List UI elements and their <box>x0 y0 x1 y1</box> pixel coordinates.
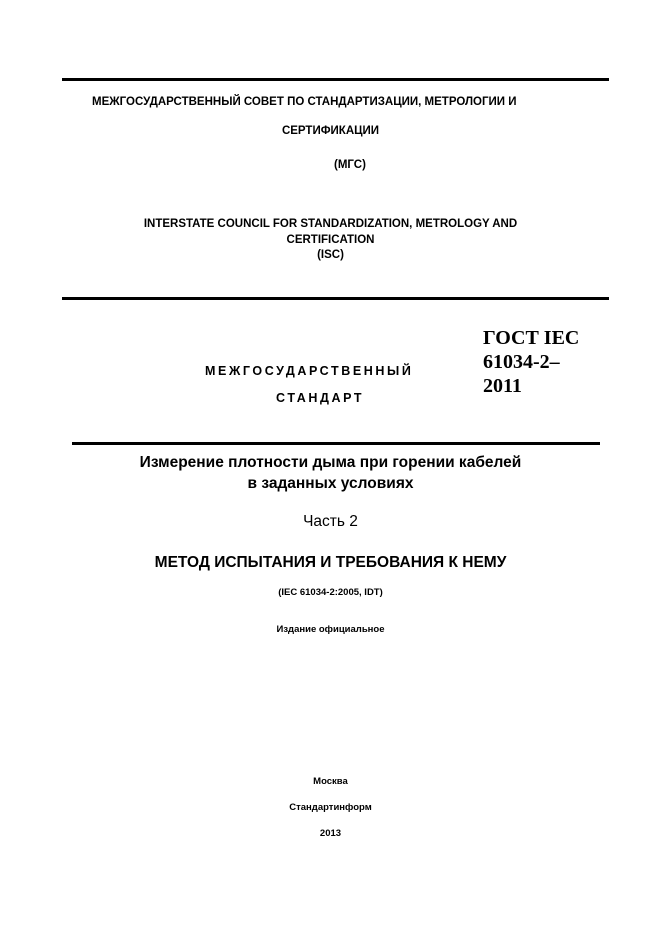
council-en-abbr: (ISC) <box>317 249 344 261</box>
imprint-city: Москва <box>313 776 348 787</box>
designation-line3: 2011 <box>483 375 522 397</box>
council-ru-line1: МЕЖГОСУДАРСТВЕННЫЙ СОВЕТ ПО СТАНДАРТИЗАЦИИ, МЕТРОЛОГИИ И <box>92 96 517 108</box>
council-en-line2: CERTIFICATION <box>286 234 375 246</box>
title-line1: Измерение плотности дыма при горении кабелей <box>139 454 522 471</box>
middle-rule <box>62 297 609 300</box>
top-rule <box>62 78 609 81</box>
designation-line1: ГОСТ IEC <box>483 327 580 349</box>
imprint-year: 2013 <box>319 828 342 839</box>
standard-type-line1: МЕЖГОСУДАРСТВЕННЫЙ <box>205 364 414 378</box>
council-ru-abbr: (МГС) <box>334 159 366 171</box>
council-ru-line2: СЕРТИФИКАЦИИ <box>281 125 380 137</box>
standard-designation <box>483 326 579 398</box>
imprint-publisher: Стандартинформ <box>289 802 372 813</box>
edition: Издание официальное <box>276 624 385 635</box>
title-rule <box>72 442 600 445</box>
subtitle: МЕТОД ИСПЫТАНИЯ И ТРЕБОВАНИЯ К НЕМУ <box>154 554 507 571</box>
reference: (IEC 61034-2:2005, IDT) <box>278 587 383 598</box>
standard-type-line2: СТАНДАРТ <box>276 391 365 405</box>
designation-line2: 61034-2– <box>483 351 560 373</box>
part-number: Часть 2 <box>303 513 358 530</box>
title-line2: в заданных условиях <box>247 475 414 492</box>
council-en-line1: INTERSTATE COUNCIL FOR STANDARDIZATION, METROLOGY AND <box>143 218 518 230</box>
